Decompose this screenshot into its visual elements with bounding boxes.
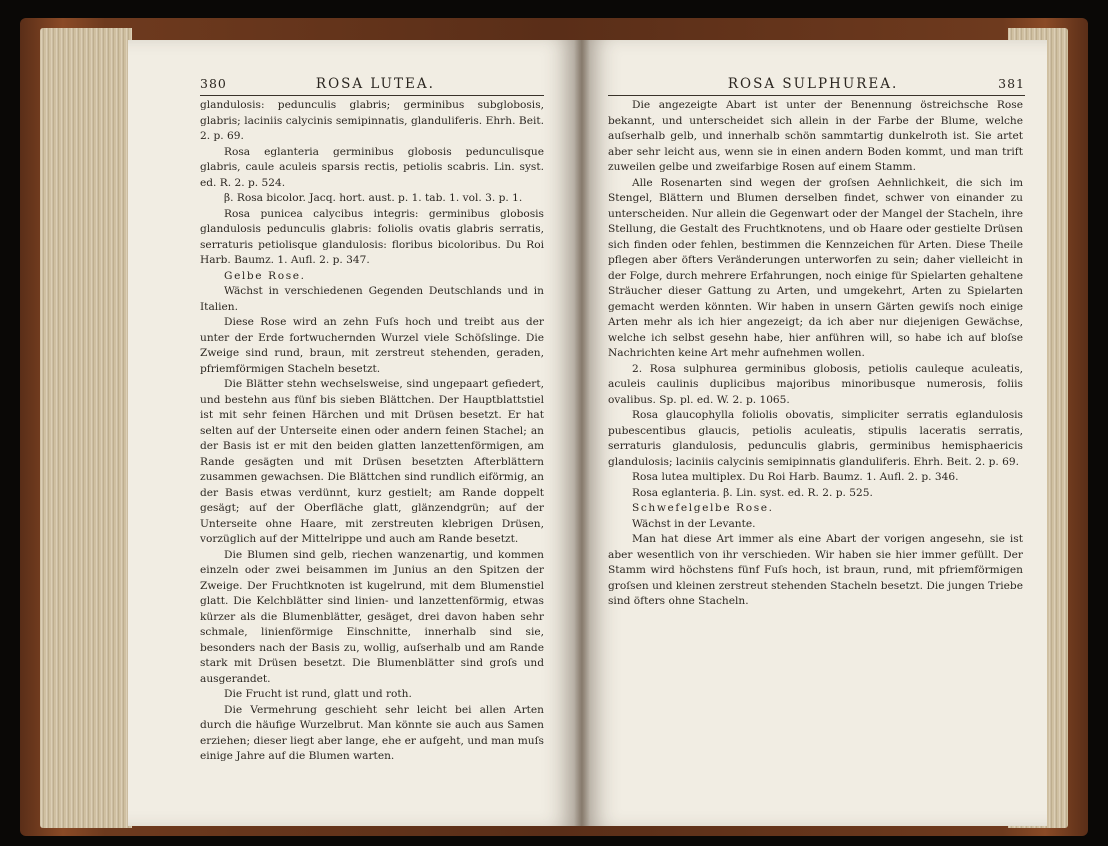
paragraph: Diese Rose wird an zehn Fuſs hoch und treibt aus der unter der Erde fortwuchernden Wurzel viele Schöſslinge. Die Zweige sind rund, braun, mit zerstreut stehenden, geraden, pfriemförmigen Stacheln besetzt. [200,316,544,375]
paragraph: Die Frucht ist rund, glatt und roth. [224,688,412,700]
page-number: 380 [200,76,227,91]
header-rule [200,95,544,96]
paragraph: Die Blumen sind gelb, riechen wanzenartig, und kommen einzeln oder zwei beisammen im Junius an den Spitzen der Zweige. Der Fruchtknoten ist kugelrund, mit dem Blumenstiel glatt. Die Kelchblätter sind linien- und lanzettenförmig, etwas kürzer als die Blumenblätter, gesäget, drei davon haben sehr schmale, linienförmige Einschnitte, innerhalb sind sie, besonders nach der Basis zu, wollig, auſserhalb und am Rande stark mit Drüsen besetzt. Die Blumenblätter sind groſs und ausgerandet. [200,548,544,685]
paragraph: glandulosis: pedunculis glabris; germinibus subglobosis, glabris; laciniis calycinis semipinnatis, glanduliferis. Ehrh. Beit. 2. p. 69. [200,99,544,142]
paragraph: Rosa punicea calycibus integris: germinibus globosis glandulosis pedunculis glabris: foliolis ovatis glabris serratis, serraturis petiolisque glandulosis: floribus bicoloribus. Du Roi Harb. Baumz. 1. Aufl. 2. p. 347. [200,207,544,266]
running-title: ROSA SULPHUREA. [727,76,899,92]
paragraph: Die Vermehrung geschieht sehr leicht bei allen Arten durch die häufige Wurzelbrut. Man könnte sie auch aus Samen erziehen; dieser liegt aber lange, ehe er aufgeht, und man muſs einige Jahre auf die Blumen warten. [200,703,544,762]
right-page [582,40,1047,826]
left-page-text [200,98,544,765]
header-rule [608,95,1025,96]
right-page-text [608,98,1023,610]
left-page [128,40,582,826]
page-edges-left [40,28,132,828]
running-title: ROSA LUTEA. [315,76,435,92]
paragraph: Rosa eglanteria germinibus globosis pedunculisque glabris, caule aculeis sparsis rectis, petiolis scabris. Lin. syst. ed. R. 2. p. 524. [200,145,544,189]
paragraph: β. Rosa bicolor. Jacq. hort. aust. p. 1. tab. 1. vol. 3. p. 1. [224,192,523,204]
paragraph: Die angezeigte Abart ist unter der Benennung östreichsche Rose bekannt, und unterscheidet sich allein in der Farbe der Blume, welche auſserhalb gelb, und innerhalb schön sammtartig dunkelroth ist. Sie artet aber sehr leicht aus, wenn sie in einen andern Boden kommt, und man trift zuweilen gelbe und zweifarbige Rosen auf einem Stamm. [608,99,1023,173]
page-number: 381 [998,76,1025,91]
book-gutter [574,40,590,826]
paragraph: Wächst in der Levante. [632,517,756,530]
paragraph: Alle Rosenarten sind wegen der groſsen Aehnlichkeit, die sich im Stengel, Blättern und Blumen derselben findet, schwer von einander zu unterscheiden. Nur allein die Gegenwart oder der Mangel der Stacheln, ihre Stellung, die Gestalt des Fruchtknotens, und ob Haare oder gestielte Drüsen sich finden oder fehlen, bestimmen die Kennzeichen für Arten. Diese Theile pflegen aber öfters Veränderungen unterworfen zu sein; daher vielleicht in der Folge, durch mehrere Erfahrungen, noch einige für Spielarten gehaltene Sträucher dieser Gattung zu Arten, und umgekehrt, Arten zu Spielarten gemacht werden könnten. Wir haben in unsern Gärten gewiſs noch einige Arten mehr als ich hier angezeigt; da ich aber nur diejenigen Gewächse, welche ich selbst gesehn habe, hier anführen will, so habe ich auf bloſse Nachrichten keine Art mehr aufnehmen wollen. [608,176,1023,359]
paragraph: Die Blätter stehn wechselsweise, sind ungepaart gefiedert, und bestehn aus fünf bis sieben Blättchen. Der Hauptblattstiel ist mit sehr feinen Härchen und mit Drüsen besetzt. Er hat selten auf der Unterseite einen oder andern feinen Stachel; an der Basis ist er mit den beiden glatten lanzettenförmigen, am Rande gesägten und mit Drüsen besetzten Afterblättern zusammen gewachsen. Die Blättchen sind rundlich eiförmig, an der Basis etwas verdünnt, kurz gestielt; am Rande doppelt gesägt; auf der Oberfläche glatt, glänzendgrün; auf der Unterseite ohne Haare, mit zerstreuten klebrigen Drüsen, vorzüglich auf der Mittelrippe und auch am Rande besetzt. [200,378,544,545]
common-name-heading: Schwefelgelbe Rose. [632,502,774,514]
left-running-head [200,76,544,96]
paragraph: Rosa eglanteria. β. Lin. syst. ed. R. 2. p. 525. [632,486,873,499]
paragraph: Rosa glaucophylla foliolis obovatis, simpliciter serratis eglandulosis pubescentibus glaucis, petiolis aculeatis, stipulis laceratis serratis, serraturis glandulosis, pedunculis glabris, germinibus hemisphaericis glandulosis; laciniis calycinis semipinnatis glanduliferis. Ehrh. Beit. 2. p. 69. [608,409,1023,468]
paragraph: Wächst in verschiedenen Gegenden Deutschlands und in Italien. [200,285,544,313]
paragraph: 2. Rosa sulphurea germinibus globosis, petiolis cauleque aculeatis, aculeis caulinis duplicibus majoribus minoribusque numerosis, foliis ovalibus. Sp. pl. ed. W. 2. p. 1065. [608,362,1023,406]
right-running-head [608,76,1025,96]
common-name-heading: Gelbe Rose. [224,269,306,282]
paragraph: Rosa lutea multiplex. Du Roi Harb. Baumz. 1. Aufl. 2. p. 346. [632,471,959,483]
paragraph: Man hat diese Art immer als eine Abart der vorigen angesehn, sie ist aber wesentlich von ihr verschieden. Wir haben sie hier immer gefüllt. Der Stamm wird höchstens fünf Fuſs hoch, ist braun, rund, mit pfriemförmigen groſsen und kleinen zerstreut stehenden Stacheln besetzt. Die jungen Triebe sind öfters ohne Stacheln. [608,533,1023,607]
